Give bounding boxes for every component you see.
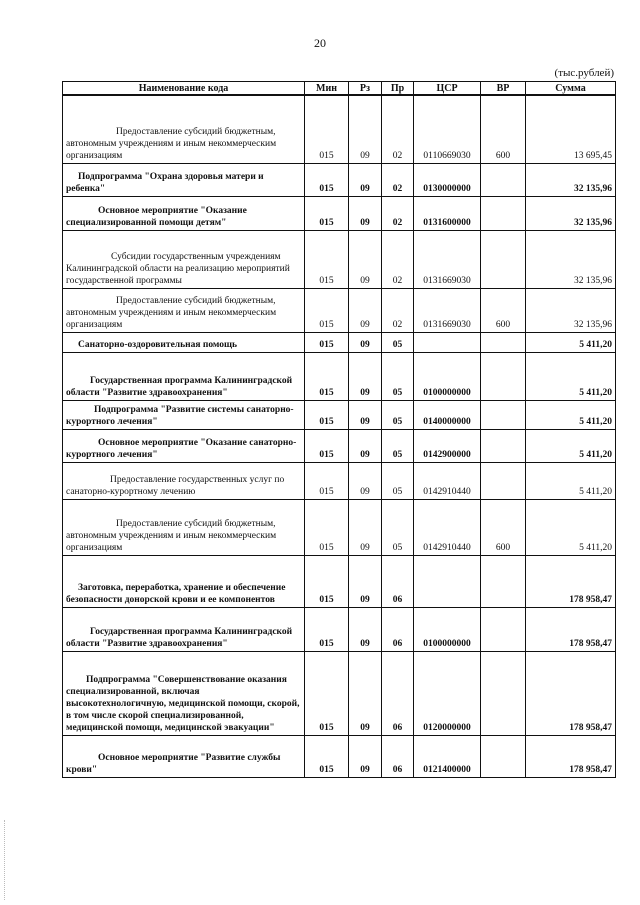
cell-vr: 600 [481,95,526,163]
table-row [63,230,616,288]
table-row [63,555,616,607]
row-name-text: Основное мероприятие "Оказание специализированной помощи детям" [66,205,247,228]
table-row [63,429,616,462]
cell-sum: 178 958,47 [526,651,616,735]
cell-vr [481,163,526,196]
col-header-min: Мин [305,82,349,96]
cell-rz: 09 [349,230,382,288]
cell-min: 015 [305,95,349,163]
cell-name [63,735,305,777]
cell-name [63,499,305,555]
cell-pr: 05 [382,352,414,400]
cell-csr: 0142900000 [414,429,481,462]
cell-pr: 06 [382,735,414,777]
cell-pr: 05 [382,400,414,429]
cell-sum: 32 135,96 [526,288,616,332]
cell-pr: 06 [382,555,414,607]
cell-csr: 0131600000 [414,196,481,230]
table-row [63,95,616,163]
cell-name [63,230,305,288]
cell-name [63,288,305,332]
cell-csr: 0140000000 [414,400,481,429]
cell-vr [481,196,526,230]
cell-min: 015 [305,555,349,607]
cell-min: 015 [305,196,349,230]
cell-sum: 5 411,20 [526,400,616,429]
row-name-text: Подпрограмма "Совершенствование оказания специализированной, включая высокотехнологичную, медицинской помощи, скорой, в том числе скорой специализированной, медицинской помощи, медицинской эвакуации" [66,674,300,733]
cell-csr [414,332,481,352]
row-name-text: Подпрограмма "Развитие системы санаторно-курортного лечения" [66,404,294,427]
cell-pr: 02 [382,230,414,288]
table-body [63,95,616,777]
col-header-vr: ВР [481,82,526,96]
cell-rz: 09 [349,400,382,429]
table-row [63,651,616,735]
cell-min: 015 [305,352,349,400]
cell-name [63,400,305,429]
row-name-text: Предоставление государственных услуг по санаторно-курортному лечению [66,474,285,497]
cell-csr: 0120000000 [414,651,481,735]
cell-min: 015 [305,288,349,332]
cell-rz: 09 [349,499,382,555]
cell-sum: 5 411,20 [526,462,616,499]
cell-rz: 09 [349,332,382,352]
cell-rz: 09 [349,163,382,196]
cell-name [63,196,305,230]
cell-name [63,555,305,607]
cell-vr [481,429,526,462]
cell-rz: 09 [349,429,382,462]
cell-name [63,651,305,735]
row-name-text: Заготовка, переработка, хранение и обеспечение безопасности донорской крови и ее компонентов [66,582,286,605]
row-name-text: Подпрограмма "Охрана здоровья матери и ребенка" [66,171,264,194]
row-name-text: Государственная программа Калининградской области "Развитие здравоохранения" [66,626,293,649]
cell-sum: 178 958,47 [526,607,616,651]
cell-csr: 0142910440 [414,462,481,499]
cell-vr [481,607,526,651]
cell-pr: 05 [382,429,414,462]
table-row [63,607,616,651]
cell-min: 015 [305,651,349,735]
cell-pr: 05 [382,499,414,555]
budget-table [62,81,616,778]
cell-name [63,429,305,462]
cell-name [63,607,305,651]
cell-pr: 05 [382,332,414,352]
cell-sum: 32 135,96 [526,196,616,230]
cell-csr: 0131669030 [414,230,481,288]
cell-rz: 09 [349,607,382,651]
cell-min: 015 [305,332,349,352]
cell-vr: 600 [481,499,526,555]
scan-edge-marks [4,820,7,900]
table-row [63,499,616,555]
cell-sum: 5 411,20 [526,352,616,400]
table-row [63,352,616,400]
cell-rz: 09 [349,196,382,230]
cell-pr: 02 [382,163,414,196]
cell-rz: 09 [349,735,382,777]
cell-rz: 09 [349,352,382,400]
cell-min: 015 [305,163,349,196]
col-header-pr: Пр [382,82,414,96]
cell-sum: 178 958,47 [526,735,616,777]
cell-name [63,352,305,400]
cell-pr: 02 [382,196,414,230]
row-name-text: Основное мероприятие "Развитие службы крови" [66,752,281,775]
row-name-text: Предоставление субсидий бюджетным, автономным учреждениям и иным некоммерческим организациям [66,295,277,330]
table-row [63,196,616,230]
cell-sum: 13 695,45 [526,95,616,163]
cell-csr: 0130000000 [414,163,481,196]
cell-name [63,332,305,352]
col-header-rz: Рз [349,82,382,96]
cell-vr [481,735,526,777]
table-row [63,735,616,777]
cell-min: 015 [305,462,349,499]
cell-csr: 0110669030 [414,95,481,163]
cell-name [63,163,305,196]
unit-note: (тыс.рублей) [554,67,614,79]
cell-min: 015 [305,400,349,429]
cell-min: 015 [305,230,349,288]
cell-min: 015 [305,499,349,555]
cell-sum: 5 411,20 [526,429,616,462]
cell-vr [481,462,526,499]
table-row [63,163,616,196]
cell-pr: 06 [382,651,414,735]
cell-csr: 0131669030 [414,288,481,332]
cell-csr [414,555,481,607]
row-name-text: Санаторно-оздоровительная помощь [78,339,238,350]
cell-csr: 0121400000 [414,735,481,777]
page-number: 20 [314,36,326,50]
cell-pr: 02 [382,288,414,332]
cell-sum: 178 958,47 [526,555,616,607]
cell-vr [481,352,526,400]
cell-csr: 0100000000 [414,607,481,651]
cell-min: 015 [305,429,349,462]
cell-vr [481,555,526,607]
table-row [63,332,616,352]
row-name-text: Субсидии государственным учреждениям Калининградской области на реализацию мероприятий государственной программы [66,251,290,286]
cell-min: 015 [305,607,349,651]
cell-vr [481,400,526,429]
cell-sum: 5 411,20 [526,499,616,555]
row-name-text: Основное мероприятие "Оказание санаторно-курортного лечения" [66,437,297,460]
col-header-sum: Сумма [526,82,616,96]
table-header-row [63,82,616,96]
table-row [63,462,616,499]
row-name-text: Предоставление субсидий бюджетным, автономным учреждениям и иным некоммерческим организациям [66,126,277,161]
table-row [63,400,616,429]
cell-name [63,462,305,499]
row-name-text: Государственная программа Калининградской области "Развитие здравоохранения" [66,375,293,398]
cell-vr [481,332,526,352]
cell-vr [481,651,526,735]
cell-rz: 09 [349,288,382,332]
cell-rz: 09 [349,95,382,163]
cell-sum: 5 411,20 [526,332,616,352]
cell-csr: 0142910440 [414,499,481,555]
cell-pr: 06 [382,607,414,651]
col-header-name: Наименование кода [63,82,305,96]
cell-vr: 600 [481,288,526,332]
cell-min: 015 [305,735,349,777]
cell-rz: 09 [349,555,382,607]
cell-csr: 0100000000 [414,352,481,400]
cell-sum: 32 135,96 [526,163,616,196]
cell-pr: 02 [382,95,414,163]
row-name-text: Предоставление субсидий бюджетным, автономным учреждениям и иным некоммерческим организациям [66,518,277,553]
cell-pr: 05 [382,462,414,499]
cell-name [63,95,305,163]
cell-vr [481,230,526,288]
cell-rz: 09 [349,651,382,735]
cell-rz: 09 [349,462,382,499]
table-row [63,288,616,332]
cell-sum: 32 135,96 [526,230,616,288]
col-header-csr: ЦСР [414,82,481,96]
